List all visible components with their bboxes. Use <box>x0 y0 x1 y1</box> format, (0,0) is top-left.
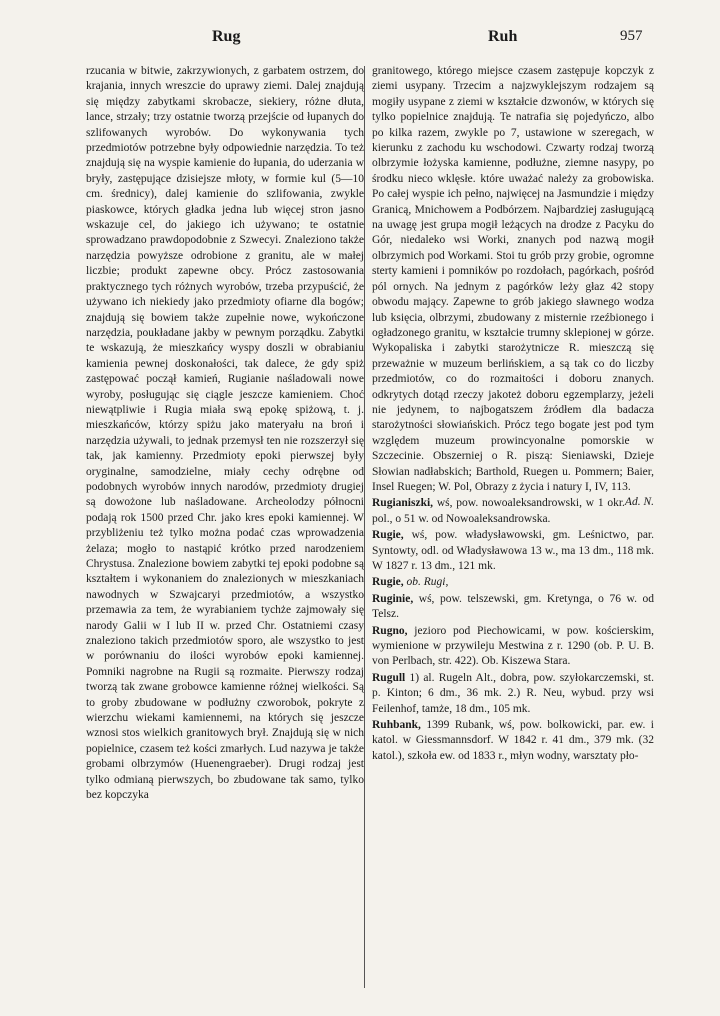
entry-headword: Rugianiszki, <box>372 497 434 510</box>
page-number: 957 <box>620 28 643 44</box>
entry-text: wś, pow. nowoaleksandrowski, w 1 okr. pol., o 51 w. od Nowoaleksandrowska. <box>372 497 625 525</box>
entry-headword: Rugno, <box>372 624 408 637</box>
entry-text: jezioro pod Piechowicami, w pow. kościerskim, wymienione w przywileju Mestwina z r. 1290 (ob. P. U. B. von Perlbach, str. 422). Ob. Kiszewa Stara. <box>372 624 655 668</box>
entry-headword: Rugull <box>372 671 406 684</box>
entry-text: wś, pow. władysławowski, gm. Leśnictwo, par. Syntowty, odl. od Władysławowa 13 w., ma 13 dm., 118 mk. W 1827 r. 13 dm., 121 mk. <box>372 529 654 572</box>
entry-headword: Ruginie, <box>372 592 414 605</box>
entry-rugie-1 <box>372 528 654 574</box>
entry-headword: Rugie, <box>372 576 404 589</box>
entry-rugie-2 <box>372 575 654 590</box>
running-head-right: Ruh <box>488 28 518 45</box>
author-signature: Ad. N. <box>624 496 654 509</box>
left-column <box>86 64 364 804</box>
entry-rugull <box>372 671 654 717</box>
left-column-text: rzucania w bitwie, zakrzywionych, z garbatem ostrzem, do krajania, innych wreszcie do uprawy ziemi. Dalej znajdują się między zabytkami skrobacze, siekiery, różne dłuta, lance, strzały; trzy ostatnie tworzą przejście od łupanych do szlifowanych wyrobów. Do wykonywania tych przedmiotów potrzebne były odpowiednie narzędzia. To też znajdują się na wyspie kamienie do łupania, do uderzania w bryły, zastępujące dzisiejsze młoty, w formie kul (5—10 cm. średnicy), dalej kamienie do szlifowania, zwykle piaskowce, których gładka jedna lub więcej stron jasno wskazuje cel, do jakiego ich używano; te ostatnie sprowadzano prawdopodobnie z Szwecyi. Znaleziono także narzędzia powyższe odrobione z granitu, ale w małej liczbie; produkt zapewne obcy. Prócz zastosowania praktycznego tych różnych wyrobów, trzeba przypuścić, że używano ich niekiedy jako przedmioty ofiarne dla bogów; znajdują się bowiem także zupełnie nowe, wykończone narzędzia, poukładane jakby w pewnym porządku. Zabytki te wskazują, że mieszkańcy wyspy doszli w obrabianiu kamienia pewnej doskonałości, tak dalece, że gdy spiż zastępować począł kamień, Rugianie naśladowali nowe wyroby, posługując się ciągle jeszcze kamieniem. Choć niewątpliwie i Rugia miała swą epokę spiżową, t. j. mieszkańców, którzy spiżu jako materyału na broń i narzędzia używali, to jednak przemysł ten nie rozszerzył się tak, jak kamienny. Przedmioty epoki pierwszej były oryginalne, samodzielne, miały cechy odrębne od podobnych wyrobów innych narodów, przedmioty drugiej są dowożone lub naśladowane. Archeolodzy północni podają rok 1500 przed Chr. jako kres epoki kamiennej. W przybliżeniu też tylko można podać czas wprowadzenia żelaza; mogło to nastąpić krótko przed narodzeniem Chrystusa. Znalezione bowiem zabytki tej epoki podobne są kształtem i wykonaniem do znalezionych w mieszkaniach nawodnych w Szwajcaryi przedmiotów, a wszystko przemawia za tem, że wyrabianiem tychże zajmowały się narody Galii w I lub II w. przed Chr. Ostatniemi czasy znaleziono takich przedmiotów sporo, ale wszystko to jest w porównaniu do ilości wyrobów epoki kamiennej. Pomniki nagrobne na Rugii są rozmaite. Pierwszy rodzaj tworzą tak zwane grobowce kamienne różnej wielkości. Są to groby zbudowane w podłużny czworobok, pokryte z wierzchu wiekami kamiennemi, na których się jeszcze wznosi stos wielkich granitowych brył. Znajdują się w nich popielnice, czasem też kości zmarłych. Lud nazywa je także grobami olbrzymów (Huenengraeber). Drugi rodzaj jest tylko odmianą pierwszych, bo zbudowane tak samo, tylko bez kopczyka <box>86 65 364 802</box>
entry-text: wś, pow. telszewski, gm. Kretynga, o 76 w. od Telsz. <box>372 592 654 621</box>
entry-headword: Ruhbank, <box>372 719 421 732</box>
entry-rugno <box>372 624 654 670</box>
entry-headword: Rugie, <box>372 529 404 542</box>
entry-text: 1399 Rubank, wś, pow. bolkowicki, par. ew. i katol. w Giessmannsdorf. W 1842 r. 41 dm., 379 mk. (32 katol.), szkoła ew. od 1833 r., młyn wodny, warsztaty pło- <box>372 719 655 762</box>
entry-ruginie <box>372 592 654 623</box>
right-column <box>372 64 654 764</box>
entry-text: ob. Rugi, <box>406 576 449 589</box>
entry-rugianiszki <box>372 496 654 527</box>
intro-text: granitowego, którego miejsce czasem zastępuje kopczyk z ziemi usypany. Trzecim a najzwyklejszym rodzajem są mogiły usypane z ziemi w kształcie dzwonów, w których się tylko popielnice znajdują. Te natrafia się pojedyńczo, albo po kilka razem, zwykle po 7, ustawione w szeregach, w kierunku z zachodu ku wschodowi. Czwarty rodzaj tworzą olbrzymie łożyska kamienne, podłużne, ziemne nasypy, po środku nieco wklęsłe. które uważać należy za grobowiska. Po całej wyspie ich pełno, najwięcej na Jasmundzie i między Granicą, Mnichowem a Podbórzem. Najbardziej zasługującą na uwagę jest grupa mogił leżących na drodze z Pacyku do Gór, niedaleko wsi Worki, znanych pod nazwą mogił olbrzymich pod Workami. Stoi tu grób przy grobie, ogromne sterty kamieni i pomników po rozdołach, pagórkach, pośród pól ornych. Na jednym z pagórków leży głaz 42 stopy obwodu mający. Zapewne to grób jakiego sławnego wodza lub księcia, olbrzymi, zbudowany z misternie rzeźbionego i ogładzonego granitu, w kształcie trumny sklepionej w górze. Wykopaliska i zabytki starożytnicze R. mieszczą się przeważnie w muzeum berlińskiem, a są tak co do liczby przedmiotów, co do rozmaitości i doboru znanych. odkrytych dotąd rzeczy jakoteż doboru egzemplarzy, jeżeli nie jedynem, to najbogatszem źródłem dla badacza starożytności słowiańskich. Prócz tego bogate jest pod tym względem muzeum prowincyonalne pomorskie w Szczecinie. Obszerniej o R. piszą: Sieniawski, Dzieje Słowian nadłabskich; Barthold, Ruegen u. Pommern; Baier, Insel Ruegen; W. Pol, Obrazy z życia i natury I, IV, 113. <box>372 65 654 493</box>
running-head-left: Rug <box>212 28 241 45</box>
entry-text: 1) al. Rugeln Alt., dobra, pow. szyłokarczemski, st. p. Kinton; 6 dm., 36 mk. 2.) R. Neu, wybud. przy wsi Feilenhof, tamże, 18 dm., 105 mk. <box>372 671 655 715</box>
column-divider <box>364 66 365 988</box>
entry-ruhbank <box>372 718 654 764</box>
